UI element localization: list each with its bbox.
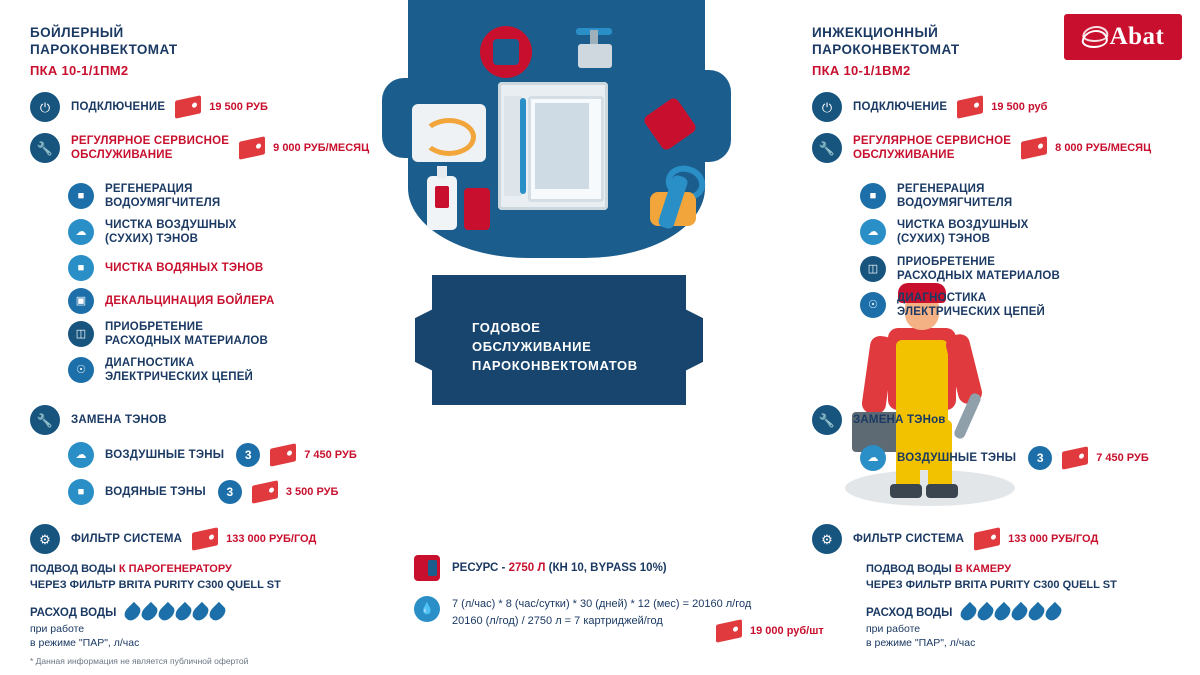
left-replacement-item-0-label: ВОЗДУШНЫЕ ТЭНЫ: [105, 449, 225, 461]
cable-loop-icon: [422, 118, 476, 156]
left-service-item-2-label: ЧИСТКА ВОДЯНЫХ ТЭНОВ: [105, 262, 264, 274]
right-service-item-1: [860, 218, 1029, 246]
left-filter-label: ФИЛЬТР СИСТЕМА: [71, 533, 183, 545]
left-filter-price: 133 000 РУБ/ГОД: [226, 533, 317, 545]
price-tag-icon: [252, 480, 278, 504]
calc-line-1: 7 (л/час) * 8 (час/сутки) * 30 (дней) * 12 (мес) = 20160 л/год: [452, 598, 752, 610]
drop-icon: [958, 602, 979, 623]
left-service-item-4-line1: ПРИОБРЕТЕНИЕ: [105, 321, 204, 333]
air-heater-icon: ☁: [860, 219, 886, 245]
left-service-item-1: [68, 218, 237, 246]
right-title-line2: ПАРОКОНВЕКТОМАТ: [812, 42, 960, 57]
resource-text: [452, 562, 667, 574]
cable-icon: [412, 104, 486, 162]
left-service-item-4-label: [105, 320, 268, 348]
oven-illustration: [498, 82, 608, 210]
left-replacement-item-1-price-tag: [252, 483, 339, 501]
abat-logo-mark-icon: [1082, 26, 1104, 48]
center-banner: [432, 275, 686, 405]
air-heater-icon: ☁: [860, 445, 886, 471]
right-replacement-label: ЗАМЕНА ТЭНов: [853, 414, 946, 426]
water-heater-icon: ■: [68, 479, 94, 505]
right-water-use-sub: [866, 622, 975, 650]
left-connection-price-tag: [175, 98, 268, 116]
center-banner-line2: ОБСЛУЖИВАНИЕ: [472, 339, 592, 354]
left-service-item-3-label: ДЕКАЛЬЦИНАЦИЯ БОЙЛЕРА: [105, 295, 275, 307]
drop-icon: [156, 602, 177, 623]
right-service-item-3-line2: ЭЛЕКТРИЧЕСКИХ ЦЕПЕЙ: [897, 306, 1046, 318]
left-water-use-sub2: в режиме "ПАР", л/час: [30, 637, 140, 649]
plug-icon: ⏻: [30, 92, 60, 122]
price-tag-icon: [974, 527, 1000, 551]
left-service-label-line2: ОБСЛУЖИВАНИЕ: [71, 149, 173, 161]
left-replacement-item-1-qty: 3: [218, 480, 242, 504]
right-supply-line1-a: ПОДВОД ВОДЫ: [866, 563, 955, 575]
air-heater-icon: ☁: [68, 219, 94, 245]
price-tag-icon: [716, 619, 742, 643]
right-service-item-0-line1: РЕГЕНЕРАЦИЯ: [897, 183, 985, 195]
price-tag-icon: [957, 95, 983, 119]
right-service-item-3-label: [897, 291, 1045, 319]
price-tag-icon: [239, 136, 265, 160]
price-tag-icon: [192, 527, 218, 551]
left-water-use-sub: [30, 622, 139, 650]
left-service-item-1-label: [105, 218, 237, 246]
calc-line-2: 20160 (л/год) / 2750 л = 7 картриджей/год: [452, 615, 663, 627]
left-title-line1: БОЙЛЕРНЫЙ: [30, 25, 124, 40]
left-replacement-item-0-price: 7 450 РУБ: [304, 449, 357, 461]
left-title-line2: ПАРОКОНВЕКТОМАТ: [30, 42, 178, 57]
right-water-use-sub1: при работе: [866, 623, 921, 635]
wrench-icon: 🔧: [30, 405, 60, 435]
right-replacement-item-0-qty: 3: [1028, 446, 1052, 470]
right-water-use-sub2: в режиме "ПАР", л/час: [866, 637, 976, 649]
right-service-item-1-label: [897, 218, 1029, 246]
left-replacement-item-1-label: ВОДЯНЫЕ ТЭНЫ: [105, 486, 206, 498]
center-banner-line1: ГОДОВОЕ: [472, 320, 541, 335]
left-supply-text: [30, 561, 281, 593]
right-title-line1: ИНЖЕКЦИОННЫЙ: [812, 25, 939, 40]
water-heater-icon: ■: [68, 255, 94, 281]
tools-icon: 🔧: [812, 133, 842, 163]
tools-icon: 🔧: [30, 133, 60, 163]
right-service-item-0: [860, 182, 1012, 210]
right-service-item-3-line1: ДИАГНОСТИКА: [897, 292, 987, 304]
right-supply-line2: ЧЕРЕЗ ФИЛЬТР BRITA PURITY C300 QUELL ST: [866, 579, 1117, 591]
left-connection-row: [30, 92, 268, 122]
softener-icon: ■: [68, 183, 94, 209]
left-service-item-5-label: [105, 356, 253, 384]
left-service-label: [71, 134, 229, 162]
price-tag-icon: [270, 443, 296, 467]
center-banner-text: [472, 318, 638, 375]
right-service-price: 8 000 РУБ/МЕСЯЦ: [1055, 142, 1152, 154]
left-connection-label: ПОДКЛЮЧЕНИЕ: [71, 101, 166, 113]
left-replacement-item-0: [68, 442, 357, 468]
left-filter-price-tag: [192, 530, 316, 548]
center-banner-line3: ПАРОКОНВЕКТОМАТОВ: [472, 358, 638, 373]
left-service-label-line1: РЕГУЛЯРНОЕ СЕРВИСНОЕ: [71, 135, 230, 147]
right-connection-row: [812, 92, 1047, 122]
right-service-item-2: [860, 255, 1060, 283]
abat-logo: [1064, 14, 1182, 60]
left-service-price-tag: [239, 139, 369, 157]
water-drop-icon: 💧: [414, 596, 440, 622]
price-tag-icon: [1062, 446, 1088, 470]
cartridge-price-tag: [716, 622, 824, 640]
air-heater-icon: ☁: [68, 442, 94, 468]
price-tag-icon: [1021, 136, 1047, 160]
left-supply-line1-a: ПОДВОД ВОДЫ: [30, 563, 119, 575]
resource-label: РЕСУРС -: [452, 562, 509, 574]
left-service-item-0-line1: РЕГЕНЕРАЦИЯ: [105, 183, 193, 195]
left-service-item-1-line1: ЧИСТКА ВОЗДУШНЫХ: [105, 219, 237, 231]
right-filter-label: ФИЛЬТР СИСТЕМА: [853, 533, 965, 545]
left-water-use-label: РАСХОД ВОДЫ: [30, 606, 117, 619]
right-replacement-row: [812, 405, 946, 435]
drop-icon: [122, 602, 143, 623]
detergent-bottle-icon: [427, 176, 457, 230]
worker-boot-left: [890, 484, 922, 498]
drop-icon: [190, 602, 211, 623]
left-column-heading: [30, 24, 178, 78]
left-service-item-0-line2: ВОДОУМЯГЧИТЕЛЯ: [105, 197, 221, 209]
left-service-item-0: [68, 182, 220, 210]
oven-handle-icon: [520, 98, 526, 194]
left-replacement-label: ЗАМЕНА ТЭНОВ: [71, 414, 167, 426]
left-service-item-4-line2: РАСХОДНЫХ МАТЕРИАЛОВ: [105, 335, 269, 347]
drop-icon: [975, 602, 996, 623]
left-connection-price: 19 500 РУБ: [209, 101, 268, 113]
abat-logo-text: Abat: [1109, 23, 1165, 50]
left-model: ПКА 10-1/1ПМ2: [30, 63, 129, 78]
drop-icon: [207, 602, 228, 623]
resource-value: 2750 Л: [508, 562, 546, 574]
right-service-row: [812, 133, 1151, 163]
left-service-item-3: [68, 288, 274, 314]
filter-icon: ⚙: [812, 524, 842, 554]
right-service-item-1-line2: (СУХИХ) ТЭНОВ: [897, 233, 991, 245]
right-water-use-label: РАСХОД ВОДЫ: [866, 606, 953, 619]
left-service-item-2: [68, 255, 263, 281]
right-replacement-item-0-price: 7 450 РУБ: [1096, 452, 1149, 464]
right-replacement-item-0-label: ВОЗДУШНЫЕ ТЭНЫ: [897, 452, 1017, 464]
right-service-item-1-line1: ЧИСТКА ВОЗДУШНЫХ: [897, 219, 1029, 231]
plug-icon: ⏻: [812, 92, 842, 122]
right-service-item-0-label: [897, 182, 1012, 210]
oven-glass-icon: [535, 103, 589, 189]
left-replacement-item-0-price-tag: [270, 446, 357, 464]
circuit-icon: ☉: [860, 292, 886, 318]
calculation-lines: [452, 596, 751, 630]
right-service-label-line1: РЕГУЛЯРНОЕ СЕРВИСНОЕ: [853, 135, 1012, 147]
right-replacement-item-0-price-tag: [1062, 449, 1149, 467]
right-filter-price-tag: [974, 530, 1098, 548]
boiler-icon: ▣: [68, 288, 94, 314]
right-service-item-2-line2: РАСХОДНЫХ МАТЕРИАЛОВ: [897, 270, 1061, 282]
left-replacement-row: [30, 405, 167, 435]
consumables-icon: ◫: [860, 256, 886, 282]
wrench-icon: 🔧: [812, 405, 842, 435]
right-service-label-line2: ОБСЛУЖИВАНИЕ: [853, 149, 955, 161]
softener-icon: ■: [860, 183, 886, 209]
cartridge-price: 19 000 руб/шт: [750, 625, 824, 637]
left-supply-line2: ЧЕРЕЗ ФИЛЬТР BRITA PURITY C300 QUELL ST: [30, 579, 281, 591]
filter-icon: ⚙: [30, 524, 60, 554]
left-service-item-0-label: [105, 182, 220, 210]
right-water-use-row: [866, 604, 1060, 621]
left-service-item-5: [68, 356, 253, 384]
worker-boot-right: [926, 484, 958, 498]
left-filter-row: [30, 524, 316, 554]
cartridge-icon: [414, 555, 440, 581]
consumables-icon: ◫: [68, 321, 94, 347]
valve-body-icon: [578, 44, 612, 68]
right-water-drops: [962, 604, 1060, 621]
left-service-item-5-line2: ЭЛЕКТРИЧЕСКИХ ЦЕПЕЙ: [105, 371, 254, 383]
drop-icon: [1009, 602, 1030, 623]
right-filter-row: [812, 524, 1098, 554]
left-replacement-item-1: [68, 479, 338, 505]
right-supply-line1-b: В КАМЕРУ: [954, 563, 1012, 575]
right-supply-line1: [866, 561, 1117, 577]
left-service-row: [30, 133, 369, 163]
right-column-heading: [812, 24, 960, 78]
left-water-use-row: [30, 604, 224, 621]
left-replacement-item-0-qty: 3: [236, 443, 260, 467]
valve-icon: [572, 28, 616, 72]
right-filter-price: 133 000 РУБ/ГОД: [1008, 533, 1099, 545]
right-service-item-3: [860, 291, 1045, 319]
right-service-item-2-label: [897, 255, 1060, 283]
right-connection-price: 19 500 руб: [991, 101, 1048, 113]
toolbox-red-icon: [464, 188, 490, 230]
gear-icon: [480, 26, 532, 78]
oven-door-icon: [528, 96, 604, 202]
left-service-item-4: [68, 320, 268, 348]
left-replacement-item-1-price: 3 500 РУБ: [285, 486, 339, 498]
left-service-item-5-line1: ДИАГНОСТИКА: [105, 357, 195, 369]
price-tag-icon: [175, 95, 201, 119]
drop-icon: [139, 602, 160, 623]
bottle-label-icon: [435, 186, 449, 208]
calculation-block: [414, 596, 751, 630]
right-service-price-tag: [1021, 139, 1151, 157]
right-supply-text: [866, 561, 1117, 593]
resource-note: (КН 10, BYPASS 10%): [545, 562, 667, 574]
left-supply-line1-b: К ПАРОГЕНЕРАТОРУ: [118, 563, 232, 575]
left-water-drops: [126, 604, 224, 621]
drop-icon: [992, 602, 1013, 623]
left-supply-line1: [30, 561, 281, 577]
circuit-icon: ☉: [68, 357, 94, 383]
left-water-use-sub1: при работе: [30, 623, 85, 635]
resource-row: [414, 555, 667, 581]
left-service-item-1-line2: (СУХИХ) ТЭНОВ: [105, 233, 199, 245]
drop-icon: [1026, 602, 1047, 623]
right-connection-price-tag: [957, 98, 1047, 116]
right-service-item-2-line1: ПРИОБРЕТЕНИЕ: [897, 256, 996, 268]
drop-icon: [173, 602, 194, 623]
left-service-price: 9 000 РУБ/МЕСЯЦ: [273, 142, 370, 154]
disclaimer: * Данная информация не является публичной офертой: [30, 656, 249, 666]
right-service-label: [853, 134, 1011, 162]
right-replacement-item-0: [860, 445, 1149, 471]
right-model: ПКА 10-1/1ВМ2: [812, 63, 911, 78]
drop-icon: [1043, 602, 1064, 623]
right-service-item-0-line2: ВОДОУМЯГЧИТЕЛЯ: [897, 197, 1013, 209]
right-connection-label: ПОДКЛЮЧЕНИЕ: [853, 101, 948, 113]
